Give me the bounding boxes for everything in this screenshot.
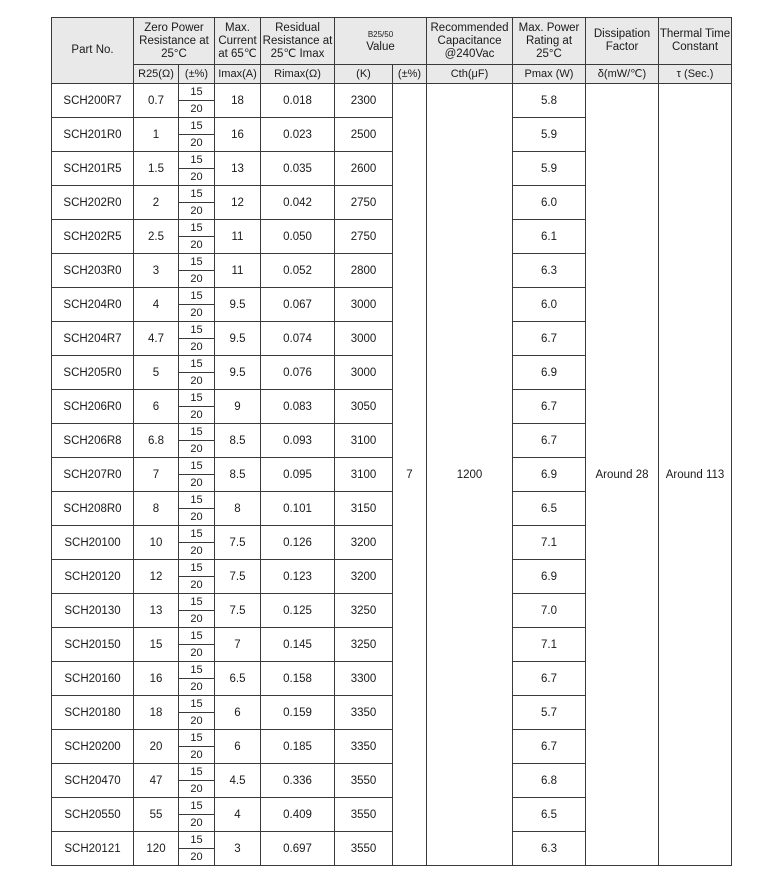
b-value-cell: 3250	[335, 628, 393, 662]
rimax-cell: 0.052	[261, 254, 335, 288]
pmax-cell: 6.1	[513, 220, 586, 254]
pmax-cell: 6.9	[513, 458, 586, 492]
imax-cell: 3	[215, 832, 261, 866]
part-number-cell: SCH201R0	[52, 118, 134, 152]
imax-cell: 13	[215, 152, 261, 186]
rimax-cell: 0.158	[261, 662, 335, 696]
r25-cell: 55	[134, 798, 179, 832]
spec-table-container	[51, 17, 732, 866]
imax-cell: 8.5	[215, 424, 261, 458]
imax-cell: 7.5	[215, 560, 261, 594]
unit-b-tolerance: (±%)	[393, 65, 427, 84]
tolerance-cell: 20	[179, 679, 215, 696]
tolerance-cell: 15	[179, 254, 215, 271]
unit-imax: Imax(A)	[215, 65, 261, 84]
part-number-cell: SCH20121	[52, 832, 134, 866]
rimax-cell: 0.336	[261, 764, 335, 798]
part-number-cell: SCH20150	[52, 628, 134, 662]
pmax-cell: 5.9	[513, 152, 586, 186]
tolerance-cell: 20	[179, 101, 215, 118]
imax-cell: 12	[215, 186, 261, 220]
imax-cell: 6	[215, 696, 261, 730]
tolerance-cell: 15	[179, 288, 215, 305]
tolerance-cell: 20	[179, 543, 215, 560]
tolerance-cell: 15	[179, 764, 215, 781]
r25-cell: 4.7	[134, 322, 179, 356]
part-number-cell: SCH204R0	[52, 288, 134, 322]
part-number-cell: SCH206R0	[52, 390, 134, 424]
rimax-cell: 0.042	[261, 186, 335, 220]
b-value-cell: 3250	[335, 594, 393, 628]
r25-cell: 15	[134, 628, 179, 662]
imax-cell: 9.5	[215, 356, 261, 390]
imax-cell: 7.5	[215, 526, 261, 560]
tolerance-cell: 20	[179, 849, 215, 866]
part-number-cell: SCH207R0	[52, 458, 134, 492]
tolerance-cell: 20	[179, 169, 215, 186]
imax-cell: 16	[215, 118, 261, 152]
part-number-cell: SCH20100	[52, 526, 134, 560]
tolerance-cell: 15	[179, 152, 215, 169]
imax-cell: 18	[215, 84, 261, 118]
tolerance-cell: 20	[179, 781, 215, 798]
r25-cell: 6	[134, 390, 179, 424]
b-value-cell: 3200	[335, 526, 393, 560]
r25-cell: 8	[134, 492, 179, 526]
part-number-cell: SCH20550	[52, 798, 134, 832]
part-number-cell: SCH20180	[52, 696, 134, 730]
imax-cell: 8.5	[215, 458, 261, 492]
pmax-cell: 6.9	[513, 356, 586, 390]
header-thermal: Thermal Time Constant	[659, 18, 732, 65]
r25-cell: 16	[134, 662, 179, 696]
imax-cell: 6.5	[215, 662, 261, 696]
tolerance-cell: 15	[179, 526, 215, 543]
tolerance-cell: 20	[179, 747, 215, 764]
part-number-cell: SCH20120	[52, 560, 134, 594]
tolerance-cell: 15	[179, 84, 215, 101]
tolerance-cell: 15	[179, 220, 215, 237]
r25-cell: 4	[134, 288, 179, 322]
b-value-cell: 3000	[335, 356, 393, 390]
pmax-cell: 6.0	[513, 186, 586, 220]
thermal-cell: Around 113	[659, 84, 732, 866]
spec-table	[51, 17, 732, 866]
pmax-cell: 6.5	[513, 492, 586, 526]
b-value-cell: 3000	[335, 322, 393, 356]
r25-cell: 2	[134, 186, 179, 220]
r25-cell: 2.5	[134, 220, 179, 254]
rimax-cell: 0.185	[261, 730, 335, 764]
tolerance-cell: 20	[179, 373, 215, 390]
tolerance-cell: 15	[179, 560, 215, 577]
tolerance-cell: 20	[179, 815, 215, 832]
b-value-cell: 3050	[335, 390, 393, 424]
part-number-cell: SCH200R7	[52, 84, 134, 118]
pmax-cell: 6.7	[513, 390, 586, 424]
b-value-cell: 2600	[335, 152, 393, 186]
rimax-cell: 0.074	[261, 322, 335, 356]
rimax-cell: 0.083	[261, 390, 335, 424]
tolerance-cell: 15	[179, 118, 215, 135]
unit-cth: Cth(μF)	[427, 65, 513, 84]
rimax-cell: 0.409	[261, 798, 335, 832]
header-dissipation: Dissipation Factor	[586, 18, 659, 65]
unit-tolerance: (±%)	[179, 65, 215, 84]
imax-cell: 8	[215, 492, 261, 526]
b-value-cell: 3550	[335, 832, 393, 866]
tolerance-cell: 15	[179, 492, 215, 509]
rimax-cell: 0.159	[261, 696, 335, 730]
b-value-cell: 3550	[335, 798, 393, 832]
r25-cell: 0.7	[134, 84, 179, 118]
tolerance-cell: 15	[179, 594, 215, 611]
pmax-cell: 5.9	[513, 118, 586, 152]
b-value-cell: 3300	[335, 662, 393, 696]
imax-cell: 11	[215, 220, 261, 254]
tolerance-cell: 15	[179, 696, 215, 713]
header-max-power: Max. Power Rating at 25°C	[513, 18, 586, 65]
header-b-value	[335, 18, 427, 65]
unit-rimax: Rimax(Ω)	[261, 65, 335, 84]
header-max-current: Max. Current at 65℃	[215, 18, 261, 65]
header-b-value-sub: B25/50	[367, 30, 394, 39]
dissipation-cell: Around 28	[586, 84, 659, 866]
rimax-cell: 0.035	[261, 152, 335, 186]
part-number-cell: SCH202R5	[52, 220, 134, 254]
rimax-cell: 0.050	[261, 220, 335, 254]
imax-cell: 4	[215, 798, 261, 832]
b-value-cell: 3550	[335, 764, 393, 798]
tolerance-cell: 20	[179, 271, 215, 288]
pmax-cell: 6.5	[513, 798, 586, 832]
part-number-cell: SCH205R0	[52, 356, 134, 390]
unit-pmax: Pmax (W)	[513, 65, 586, 84]
tolerance-cell: 15	[179, 730, 215, 747]
pmax-cell: 6.8	[513, 764, 586, 798]
tolerance-cell: 15	[179, 662, 215, 679]
rimax-cell: 0.125	[261, 594, 335, 628]
pmax-cell: 7.1	[513, 526, 586, 560]
tolerance-cell: 15	[179, 424, 215, 441]
b-value-cell: 3000	[335, 288, 393, 322]
rimax-cell: 0.095	[261, 458, 335, 492]
r25-cell: 18	[134, 696, 179, 730]
b-value-cell: 3350	[335, 730, 393, 764]
rimax-cell: 0.145	[261, 628, 335, 662]
rimax-cell: 0.126	[261, 526, 335, 560]
tolerance-cell: 20	[179, 441, 215, 458]
tolerance-cell: 15	[179, 322, 215, 339]
rimax-cell: 0.067	[261, 288, 335, 322]
rimax-cell: 0.076	[261, 356, 335, 390]
unit-kelvin: (K)	[335, 65, 393, 84]
tolerance-cell: 20	[179, 611, 215, 628]
table-row	[52, 84, 732, 101]
b-value-cell: 3350	[335, 696, 393, 730]
table-body	[52, 84, 732, 866]
pmax-cell: 6.7	[513, 322, 586, 356]
rimax-cell: 0.023	[261, 118, 335, 152]
part-number-cell: SCH202R0	[52, 186, 134, 220]
r25-cell: 1.5	[134, 152, 179, 186]
imax-cell: 9.5	[215, 288, 261, 322]
tolerance-cell: 20	[179, 645, 215, 662]
pmax-cell: 6.3	[513, 254, 586, 288]
tolerance-cell: 20	[179, 135, 215, 152]
part-number-cell: SCH208R0	[52, 492, 134, 526]
tolerance-cell: 20	[179, 713, 215, 730]
tolerance-cell: 15	[179, 458, 215, 475]
pmax-cell: 7.1	[513, 628, 586, 662]
pmax-cell: 6.9	[513, 560, 586, 594]
r25-cell: 1	[134, 118, 179, 152]
b-tolerance-cell: 7	[393, 84, 427, 866]
part-number-cell: SCH20470	[52, 764, 134, 798]
tolerance-cell: 20	[179, 509, 215, 526]
header-part-no: Part No.	[52, 18, 134, 84]
r25-cell: 7	[134, 458, 179, 492]
r25-cell: 6.8	[134, 424, 179, 458]
part-number-cell: SCH20200	[52, 730, 134, 764]
tolerance-cell: 20	[179, 407, 215, 424]
unit-r25: R25(Ω)	[134, 65, 179, 84]
part-number-cell: SCH20130	[52, 594, 134, 628]
rimax-cell: 0.123	[261, 560, 335, 594]
b-value-cell: 2750	[335, 220, 393, 254]
header-b-value-label: Value	[366, 41, 395, 53]
part-number-cell: SCH204R7	[52, 322, 134, 356]
pmax-cell: 5.7	[513, 696, 586, 730]
unit-tau: τ (Sec.)	[659, 65, 732, 84]
pmax-cell: 6.0	[513, 288, 586, 322]
imax-cell: 9.5	[215, 322, 261, 356]
pmax-cell: 6.3	[513, 832, 586, 866]
rimax-cell: 0.093	[261, 424, 335, 458]
r25-cell: 3	[134, 254, 179, 288]
b-value-cell: 2750	[335, 186, 393, 220]
r25-cell: 10	[134, 526, 179, 560]
part-number-cell: SCH206R8	[52, 424, 134, 458]
pmax-cell: 6.7	[513, 424, 586, 458]
imax-cell: 7	[215, 628, 261, 662]
tolerance-cell: 20	[179, 577, 215, 594]
pmax-cell: 6.7	[513, 730, 586, 764]
pmax-cell: 5.8	[513, 84, 586, 118]
tolerance-cell: 15	[179, 628, 215, 645]
part-number-cell: SCH203R0	[52, 254, 134, 288]
pmax-cell: 7.0	[513, 594, 586, 628]
b-value-cell: 2500	[335, 118, 393, 152]
rimax-cell: 0.697	[261, 832, 335, 866]
r25-cell: 5	[134, 356, 179, 390]
tolerance-cell: 15	[179, 186, 215, 203]
b-value-cell: 3100	[335, 424, 393, 458]
imax-cell: 7.5	[215, 594, 261, 628]
tolerance-cell: 15	[179, 832, 215, 849]
r25-cell: 12	[134, 560, 179, 594]
imax-cell: 6	[215, 730, 261, 764]
pmax-cell: 6.7	[513, 662, 586, 696]
tolerance-cell: 15	[179, 356, 215, 373]
rimax-cell: 0.018	[261, 84, 335, 118]
tolerance-cell: 20	[179, 237, 215, 254]
part-number-cell: SCH201R5	[52, 152, 134, 186]
tolerance-cell: 20	[179, 203, 215, 220]
b-value-cell: 3150	[335, 492, 393, 526]
rimax-cell: 0.101	[261, 492, 335, 526]
r25-cell: 120	[134, 832, 179, 866]
part-number-cell: SCH20160	[52, 662, 134, 696]
imax-cell: 4.5	[215, 764, 261, 798]
tolerance-cell: 20	[179, 305, 215, 322]
r25-cell: 20	[134, 730, 179, 764]
imax-cell: 11	[215, 254, 261, 288]
header-capacitance: Recommended Capacitance @240Vac	[427, 18, 513, 65]
tolerance-cell: 15	[179, 390, 215, 407]
tolerance-cell: 20	[179, 475, 215, 492]
b-value-cell: 3200	[335, 560, 393, 594]
unit-delta: δ(mW/℃)	[586, 65, 659, 84]
b-value-cell: 3100	[335, 458, 393, 492]
tolerance-cell: 15	[179, 798, 215, 815]
b-value-cell: 2800	[335, 254, 393, 288]
capacitance-cell: 1200	[427, 84, 513, 866]
tolerance-cell: 20	[179, 339, 215, 356]
r25-cell: 47	[134, 764, 179, 798]
imax-cell: 9	[215, 390, 261, 424]
header-residual-resistance: Residual Resistance at 25℃ Imax	[261, 18, 335, 65]
r25-cell: 13	[134, 594, 179, 628]
b-value-cell: 2300	[335, 84, 393, 118]
header-zero-power-resistance: Zero Power Resistance at 25°C	[134, 18, 215, 65]
